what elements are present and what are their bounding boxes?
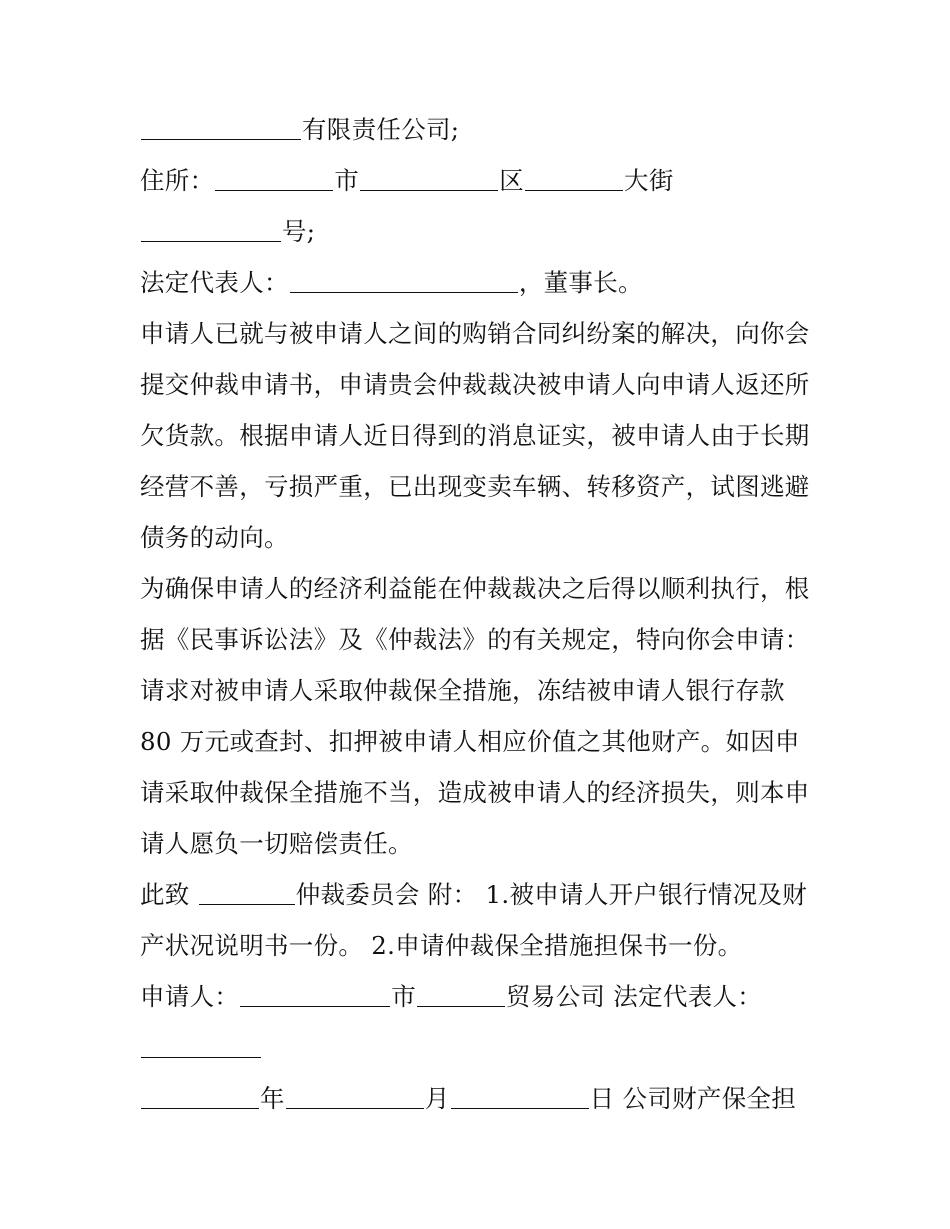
fill-in-blank	[141, 219, 281, 242]
line-text: 请人愿负一切赔偿责任。	[140, 829, 413, 858]
document-page	[140, 104, 830, 1124]
line-text: 请求对被申请人采取仲裁保全措施，冻结被申请人银行存款	[140, 676, 785, 705]
text-line	[140, 869, 830, 920]
text-line	[140, 971, 830, 1022]
line-text: 号;	[282, 217, 316, 246]
line-text: 市	[391, 982, 417, 1011]
text-line	[140, 155, 830, 206]
line-text: 申请人：	[140, 982, 240, 1011]
text-line	[140, 563, 830, 614]
fill-in-blank	[240, 984, 390, 1007]
line-text: 有限责任公司;	[302, 115, 460, 144]
fill-in-blank	[286, 1086, 424, 1109]
line-text: 请采取仲裁保全措施不当，造成被申请人的经济损失，则本申	[140, 778, 810, 807]
line-text: 80 万元或查封、扣押被申请人相应价值之其他财产。如因申	[140, 727, 800, 756]
line-text: 大街	[624, 166, 674, 195]
text-line	[140, 1073, 830, 1124]
text-line	[140, 257, 830, 308]
line-text: 此致	[140, 880, 198, 909]
text-line	[140, 614, 830, 665]
fill-in-blank	[215, 168, 333, 191]
text-line	[140, 767, 830, 818]
text-line	[140, 920, 830, 971]
text-line	[140, 104, 830, 155]
text-line	[140, 206, 830, 257]
line-text: 债务的动向。	[140, 523, 289, 552]
fill-in-blank	[141, 1035, 261, 1058]
line-text: 经营不善，亏损严重，已出现变卖车辆、转移资产，试图逃避	[140, 472, 810, 501]
text-line	[140, 308, 830, 359]
line-text: 仲裁委员会 附： 1.被申请人开户银行情况及财	[295, 880, 808, 909]
line-text: 为确保申请人的经济利益能在仲裁裁决之后得以顺利执行，根	[140, 574, 810, 603]
line-text: 贸易公司 法定代表人：	[506, 982, 763, 1011]
text-line	[140, 461, 830, 512]
text-line	[140, 1022, 830, 1073]
line-text: 月	[424, 1084, 450, 1113]
fill-in-blank	[199, 882, 295, 905]
line-text: 日 公司财产保全担	[589, 1084, 797, 1113]
fill-in-blank	[141, 1086, 259, 1109]
line-text: 提交仲裁申请书，申请贵会仲裁裁决被申请人向申请人返还所	[140, 370, 810, 399]
fill-in-blank	[141, 117, 301, 140]
fill-in-blank	[417, 984, 505, 1007]
text-line	[140, 665, 830, 716]
text-line	[140, 410, 830, 461]
line-text: 据《民事诉讼法》及《仲裁法》的有关规定，特向你会申请：	[140, 625, 810, 654]
text-line	[140, 512, 830, 563]
line-text: 产状况说明书一份。 2.申请仲裁保全措施担保书一份。	[140, 931, 743, 960]
line-text: ，董事长。	[518, 268, 643, 297]
fill-in-blank	[525, 168, 623, 191]
text-line	[140, 716, 830, 767]
fill-in-blank	[290, 270, 518, 293]
line-text: 市	[334, 166, 360, 195]
line-text: 申请人已就与被申请人之间的购销合同纠纷案的解决，向你会	[140, 319, 810, 348]
line-text: 年	[260, 1084, 285, 1113]
text-line	[140, 359, 830, 410]
fill-in-blank	[360, 168, 498, 191]
fill-in-blank	[451, 1086, 589, 1109]
line-text: 住所：	[140, 166, 215, 195]
line-text: 法定代表人：	[140, 268, 289, 297]
line-text: 欠货款。根据申请人近日得到的消息证实，被申请人由于长期	[140, 421, 810, 450]
line-text: 区	[499, 166, 525, 195]
text-line	[140, 818, 830, 869]
